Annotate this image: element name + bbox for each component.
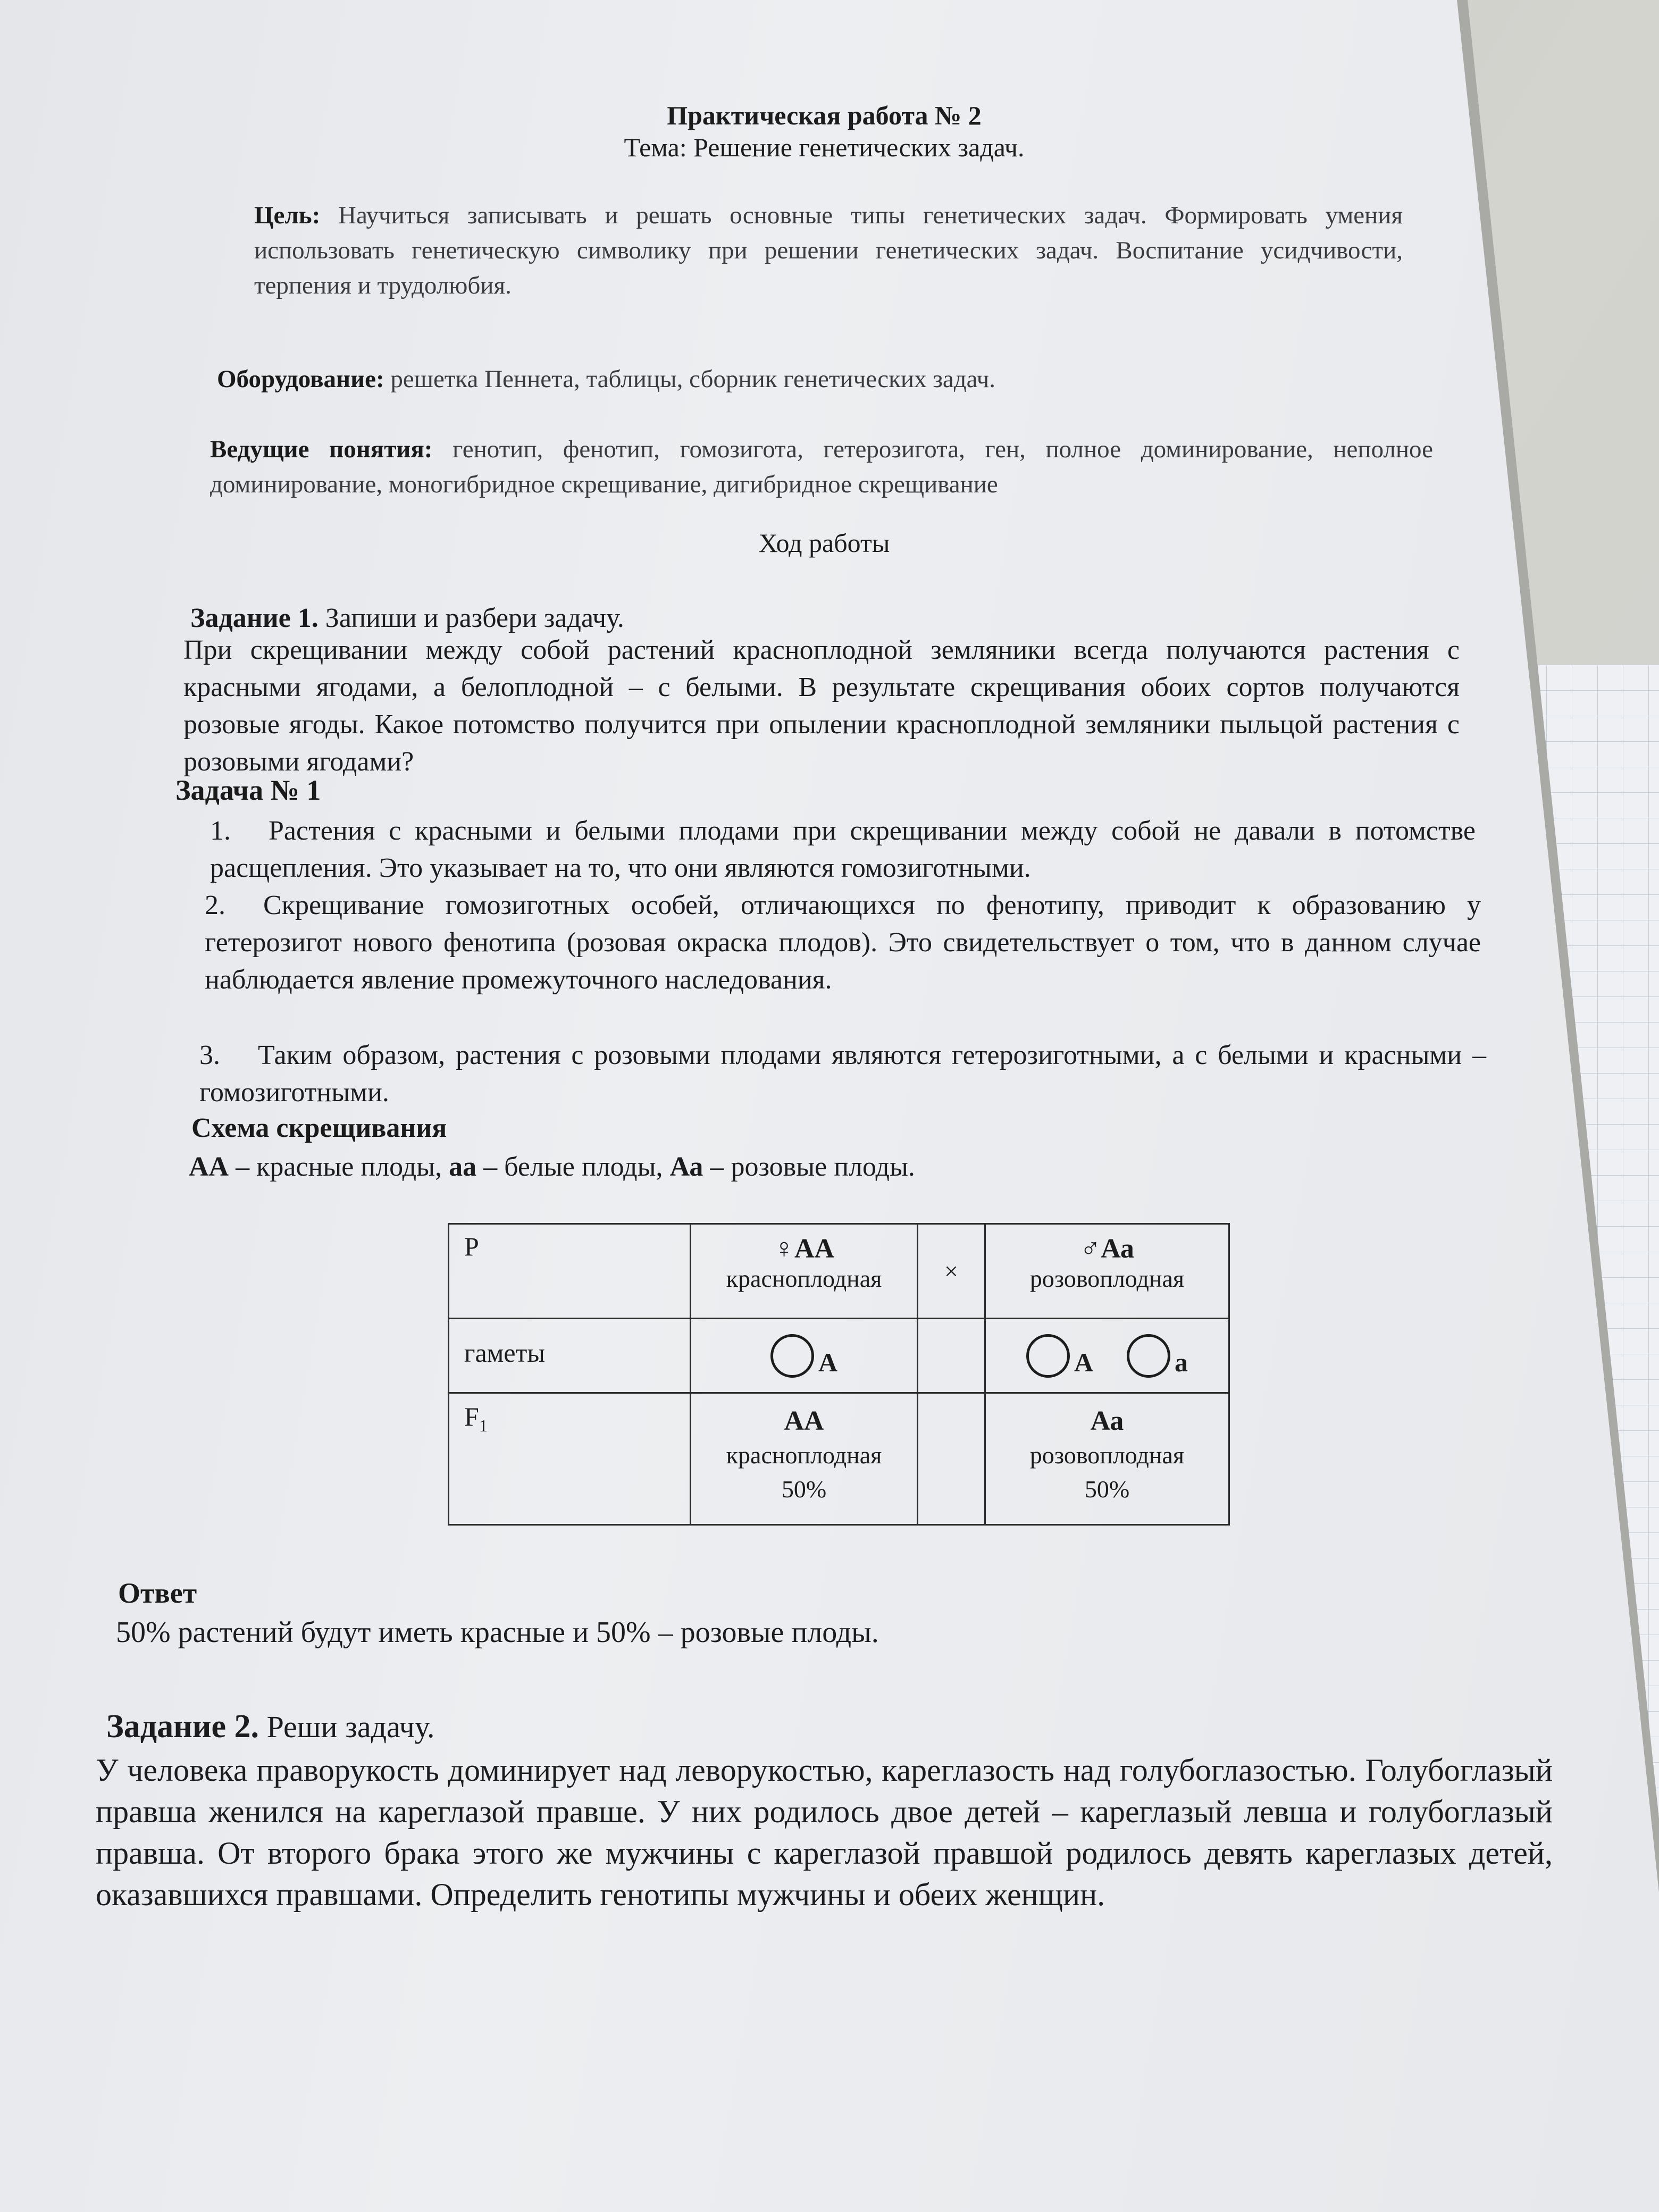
goal-section (254, 198, 1403, 303)
male-phenotype: розовоплодная (1029, 1265, 1185, 1292)
empty-cell (918, 1319, 985, 1393)
legend-genotype: АА (189, 1152, 229, 1182)
page-topic: Тема: Решение генетических задач. (624, 132, 1025, 162)
offspring-cell-1 (691, 1393, 918, 1525)
legend-desc: – розовые плоды. (703, 1152, 915, 1182)
gamete-allele: а (1175, 1347, 1188, 1377)
legend-desc: – белые плоды, (476, 1152, 670, 1182)
concepts-label: Ведущие понятия: (210, 435, 433, 463)
scheme-heading: Схема скрещивания (191, 1113, 447, 1143)
concepts-section (210, 432, 1433, 502)
row-label-f1 (449, 1393, 691, 1525)
gamete-circle-icon (770, 1334, 814, 1378)
equipment-section (217, 362, 1413, 397)
legend-genotype: аа (449, 1152, 477, 1182)
male-genotype: ♂Аа (1080, 1234, 1134, 1264)
answer-text: 50% растений будут иметь красные и 50% – розовые плоды. (116, 1616, 879, 1649)
female-parent-cell (691, 1224, 918, 1319)
offspring-genotype: Аа (1090, 1406, 1124, 1436)
legend-desc: – красные плоды, (229, 1152, 449, 1182)
offspring-cell-2 (985, 1393, 1229, 1525)
step-number: 3. (199, 1040, 220, 1070)
task1-instruction: Запиши и разбери задачу. (325, 603, 624, 633)
f1-label: F (464, 1402, 479, 1431)
task2-label: Задание 2. (106, 1708, 259, 1745)
genotype-legend (189, 1149, 1412, 1186)
equipment-text: решетка Пеннета, таблицы, сборник генетических задач. (390, 365, 996, 393)
solution-step-2 (205, 887, 1481, 999)
solution-step-1 (210, 812, 1476, 887)
problem1-heading: Задача № 1 (175, 774, 321, 806)
legend-genotype: Аа (669, 1152, 703, 1182)
row-label-p: P (449, 1224, 691, 1319)
gametes-row (449, 1319, 1229, 1393)
goal-text: Научиться записывать и решать основные типы генетических задач. Формировать умения использовать генетическую символику при решении генетических задач. Воспитание усидчивости, терпения и трудолюбия. (254, 202, 1403, 299)
male-gametes-cell (985, 1319, 1229, 1393)
female-phenotype: красноплодная (726, 1265, 882, 1292)
offspring-phenotype: красноплодная (726, 1442, 882, 1469)
parents-row (449, 1224, 1229, 1319)
answer-heading: Ответ (118, 1577, 197, 1609)
step-text: Растения с красными и белыми плодами при скрещивании между собой не давали в потомстве расщепления. Это указывает на то, что они являются гомозиготными. (210, 816, 1476, 883)
step-text: Скрещивание гомозиготных особей, отличающихся по фенотипу, приводит к образованию у гетерозигот нового фенотипа (розовая окраска плодов). Это свидетельствует о том, что в данном случае наблюдается явление промежуточного наследования. (205, 890, 1481, 995)
female-genotype: ♀АА (773, 1234, 835, 1264)
equipment-label: Оборудование: (217, 365, 384, 393)
concepts-text: генотип, фенотип, гомозигота, гетерозигота, ген, полное доминирование, неполное доминирование, моногибридное скрещивание, дигибридное скрещивание (210, 435, 1433, 498)
offspring-percent: 50% (781, 1476, 827, 1503)
male-parent-cell (985, 1224, 1229, 1319)
task2-instruction: Реши задачу. (266, 1710, 435, 1744)
goal-label: Цель: (254, 202, 321, 229)
offspring-genotype: АА (784, 1406, 824, 1436)
offspring-phenotype: розовоплодная (1029, 1442, 1185, 1469)
gamete-allele: А (1074, 1347, 1094, 1377)
task1-label: Задание 1. (190, 603, 319, 633)
f1-row (449, 1393, 1229, 1525)
empty-cell (918, 1393, 985, 1525)
solution-step-3 (199, 1037, 1486, 1111)
crossing-scheme-table (448, 1223, 1230, 1526)
task2-text: У человека праворукость доминирует над леворукостью, кареглазость над голубоглазостью. Голубоглазый правша женился на кареглазой правше. У них родилось двое детей – кареглазый левша и голубоглазый правша. От второго брака этого же мужчины с кареглазой правшой родилось девять кареглазых детей, оказавшихся правшами. Определить генотипы мужчины и обеих женщин. (96, 1753, 1553, 1912)
female-gametes-cell (691, 1319, 918, 1393)
gamete-allele: А (818, 1347, 838, 1377)
work-progress-heading: Ход работы (758, 528, 890, 558)
gamete-circle-icon (1026, 1334, 1070, 1378)
offspring-percent: 50% (1084, 1476, 1130, 1503)
f1-subscript: 1 (479, 1416, 488, 1435)
task2-header (106, 1708, 1489, 1746)
page-title: Практическая работа № 2 (667, 100, 982, 130)
row-label-gametes: гаметы (449, 1319, 691, 1393)
step-number: 2. (205, 890, 225, 920)
step-number: 1. (210, 816, 231, 846)
step-text: Таким образом, растения с розовыми плодами являются гетерозиготными, а с белыми и красными – гомозиготными. (199, 1040, 1486, 1108)
task1-text: При скрещивании между собой растений красноплодной земляники всегда получаются растения с красными ягодами, а белоплодной – с белыми. В результате скрещивания обоих сортов получаются розовые ягоды. Какое потомство получится при опылении красноплодной земляники пыльцой растения с розовыми ягодами? (183, 635, 1460, 777)
gamete-circle-icon (1127, 1334, 1170, 1378)
cross-sign: × (918, 1224, 985, 1319)
